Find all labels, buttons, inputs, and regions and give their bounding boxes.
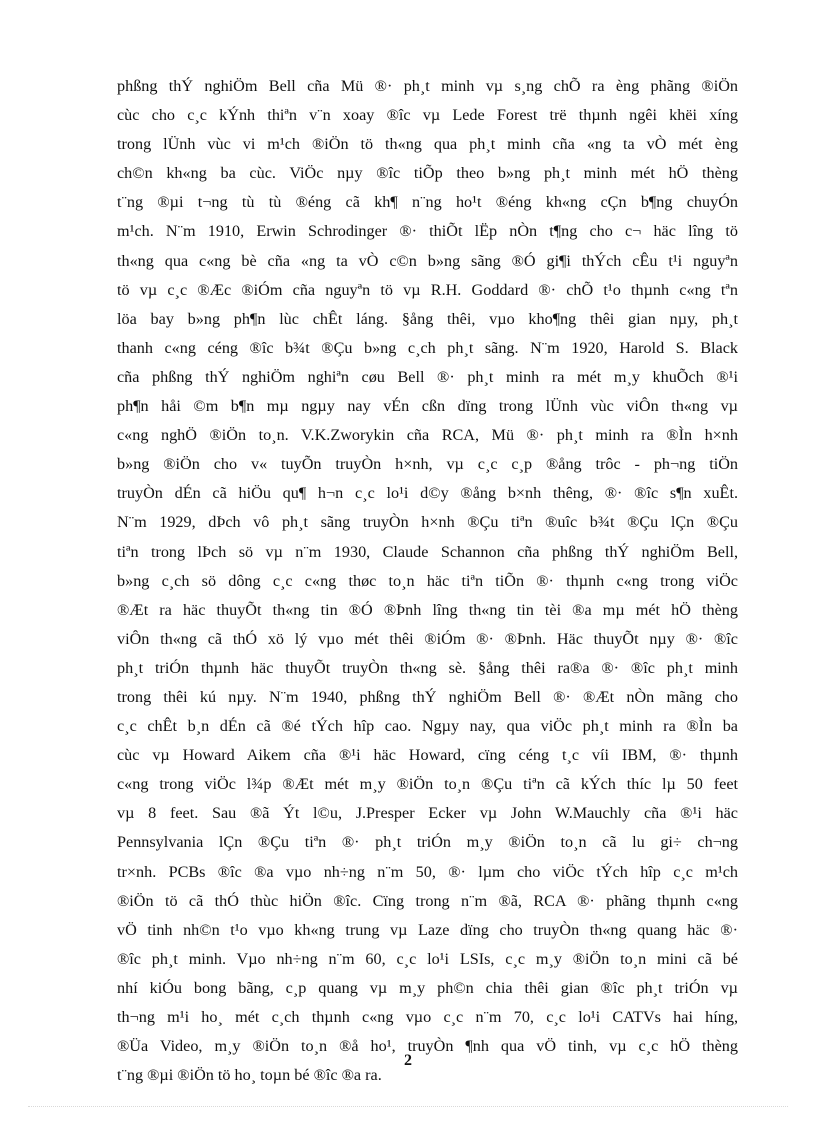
text-line: cña phßng thÝ nghiÖm nghiªn cøu Bell ®· ph¸t minh ra mét m¸y khuÕch ®¹i: [117, 367, 738, 386]
text-line: N¨m 1929, dÞch vô ph¸t sãng truyÒn h×nh ®Çu tiªn ®uîc b¾t ®Çu lÇn ®Çu: [117, 513, 738, 532]
text-line: Pennsylvania lÇn ®Çu tiªn ®· ph¸t triÓn m¸y ®iÖn to¸n cã lu gi÷ ch¬ng: [117, 833, 738, 852]
text-line: ph¸t triÓn thµnh häc thuyÕt truyÒn th«ng sè. §ång thêi ra®a ®· ®îc ph¸t minh: [117, 658, 738, 677]
text-line: c«ng nghÖ ®iÖn to¸n. V.K.Zworykin cña RCA, Mü ®· ph¸t minh ra ®Ìn h×nh: [117, 426, 738, 445]
text-line: vµ 8 feet. Sau ®ã Ýt l©u, J.Presper Ecker vµ John W.Mauchly cña ®¹i häc: [117, 804, 738, 823]
text-line: th«ng qua c«ng bè cña «ng ta vÒ c©n b»ng sãng ®Ó gi¶i thÝch cÊu t¹i nguyªn: [117, 251, 738, 270]
text-line: m¹ch. N¨m 1910, Erwin Schrodinger ®· thiÕt lËp nÒn t¶ng cho c¬ häc lîng tö: [117, 222, 738, 241]
text-line: trong lÜnh vùc vi m¹ch ®iÖn tö th«ng qua ph¸t minh cña «ng ta vÒ mét èng: [117, 135, 738, 154]
text-line: b»ng ®iÖn cho v« tuyÕn truyÒn h×nh, vµ c¸c c¸p ®ång trôc - ph¬ng tiÖn: [117, 455, 738, 474]
text-line: trong thêi kú nµy. N¨m 1940, phßng thÝ nghiÖm Bell ®· ®Æt nÒn mãng cho: [117, 687, 738, 706]
text-line: ph¶n håi ©m b¶n mµ ngµy nay vÉn cßn dïng trong lÜnh vùc viÔn th«ng vµ: [117, 397, 738, 416]
text-line: cùc vµ Howard Aikem cña ®¹i häc Howard, cïng céng t¸c víi IBM, ®· thµnh: [117, 746, 738, 765]
text-line: ®Üa Video, m¸y ®iÖn to¸n ®å ho¹, truyÒn ¶nh qua vÖ tinh, vµ c¸c hÖ thèng: [117, 1037, 738, 1056]
text-line: nhí kiÓu bong bãng, c¸p quang vµ m¸y ph©n chia thêi gian ®îc ph¸t triÓn vµ: [117, 978, 738, 997]
text-line: phßng thÝ nghiÖm Bell cña Mü ®· ph¸t minh vµ s¸ng chÕ ra èng phãng ®iÖn: [117, 77, 738, 95]
text-line: löa bay b»ng ph¶n lùc chÊt láng. §ång thêi, vµo kho¶ng thêi gian nµy, ph¸t: [117, 309, 738, 328]
text-line: vÖ tinh nh©n t¹o vµo kh«ng trung vµ Laze dïng cho truyÒn th«ng quang häc ®·: [117, 920, 738, 939]
text-line: c«ng trong viÖc l¾p ®Æt mét m¸y ®iÖn to¸n ®Çu tiªn cã kÝch thíc lµ 50 feet: [117, 775, 738, 794]
text-line: b»ng c¸ch sö dông c¸c c«ng thøc to¸n häc tiªn tiÕn ®· thµnh c«ng trong viÖc: [117, 571, 738, 590]
text-line: viÔn th«ng cã thÓ xö lý vµo mét thêi ®iÓm ®· ®Þnh. Häc thuyÕt nµy ®· ®îc: [117, 629, 738, 648]
text-line: ®iÖn tö cã thÓ thùc hiÖn ®îc. Cïng trong n¨m ®ã, RCA ®· phãng thµnh c«ng: [117, 891, 738, 910]
text-line: ®îc ph¸t minh. Vµo nh÷ng n¨m 60, c¸c lo¹i LSIs, c¸c m¸y ®iÖn to¸n mini cã bé: [117, 949, 738, 968]
text-line: truyÒn dÉn cã hiÖu qu¶ h¬n c¸c lo¹i d©y ®ång b×nh thêng, ®· ®îc s¶n xuÊt.: [117, 484, 738, 503]
text-line: ®Æt ra häc thuyÕt th«ng tin ®Ó ®Þnh lîng th«ng tin tèi ®a mµ mét hÖ thèng: [117, 600, 738, 619]
text-line: t¨ng ®µi ®iÖn tö ho¸ toµn bé ®îc ®a ra.: [117, 1066, 382, 1085]
text-line: t¨ng ®µi t¬ng tù tù ®éng cã kh¶ n¨ng ho¹t ®éng kh«ng cÇn b¶ng chuyÓn: [117, 193, 738, 212]
page-number: 2: [404, 1052, 412, 1069]
text-line: tr×nh. PCBs ®îc ®a vµo nh÷ng n¨m 50, ®· lµm cho viÖc tÝch hîp c¸c m¹ch: [117, 862, 738, 881]
text-line: th¬ng m¹i ho¸ mét c¸ch thµnh c«ng vµo c¸c n¨m 70, c¸c lo¹i CATVs hai híng,: [117, 1008, 738, 1026]
text-line: tö vµ c¸c ®Æc ®iÓm cña nguyªn tö vµ R.H. Goddard ®· chÕ t¹o thµnh c«ng tªn: [117, 280, 738, 299]
text-line: tiªn trong lÞch sö vµ n¨m 1930, Claude Schannon cña phßng thÝ nghiÖm Bell,: [117, 542, 738, 561]
text-line: cùc cho c¸c kÝnh thiªn v¨n xoay ®îc vµ Lede Forest trë thµnh ngêi khëi xíng: [117, 106, 738, 125]
text-line: ch©n kh«ng ba cùc. ViÖc nµy ®îc tiÕp theo b»ng ph¸t minh mét hÖ thèng: [117, 164, 738, 183]
page-bottom-rule: [28, 1106, 788, 1107]
body-paragraph: [117, 72, 738, 1090]
text-line: c¸c chÊt b¸n dÉn cã ®é tÝch hîp cao. Ngµy nay, qua viÖc ph¸t minh ra ®Ìn ba: [117, 717, 738, 736]
text-line: thanh c«ng céng ®îc b¾t ®Çu b»ng c¸ch ph¸t sãng. N¨m 1920, Harold S. Black: [117, 338, 738, 357]
